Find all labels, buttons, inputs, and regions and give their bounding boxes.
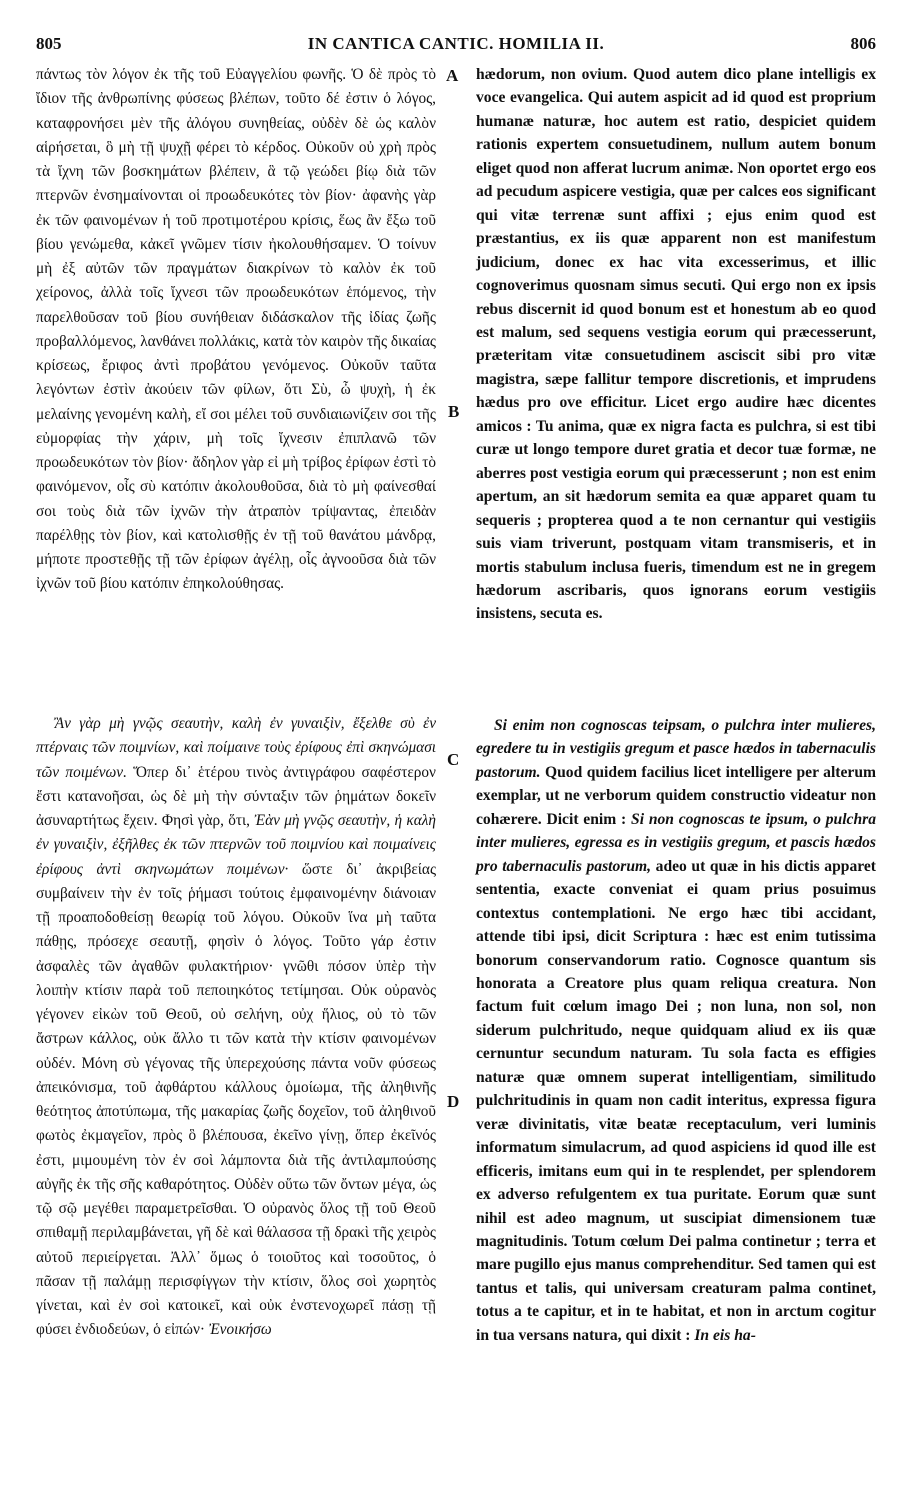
latin-paragraph-1: hædorum, non ovium. Quod autem dico plane intelligis ex voce evangelica. Qui autem aspicit ad id quod est proprium humanæ naturæ, hoc autem est ratio, despiciet quidem rationis expertem consuetudinem, nullum autem bonum eliget quod non afferat lucrum animæ. Non oportet ergo eos ad pecudum aspicere vestigia, quæ per calces eos significant qui vitæ terrenæ sunt affixi ; ejus enim quod est præstantius, ex iis quæ apparent non est manifestum judicium, donec ex hac vita excesserimus, et illic cognoverimus quosnam simus secuti. Qui ergo non ex ipsis rebus discernit id quod bonum est et honestum ab eo quod est malum, sed sequens vestigia eorum qui præcesserunt, præteritam vitæ consuetudinem asciscit sibi pro vitæ magistra, sæpe fallitur tempore discretionis, et imprudens hædus pro ove efficitur. Licet ergo audire hæc dicentes amicos : Tu anima, quæ ex nigra facta es pulchra, si est tibi curæ ut longo tempore duret gratia et decor tuæ formæ, ne aberres post vestigia eorum qui præcesserunt ; non est enim apertum, an sit hædorum semita ea quæ apparet quam tu sequeris ; propterea quod a te non cernantur qui vestigiis suis viam triverunt, postquam vitam transmiseris, et in mortis stabulum inclusa fueris, timendum est ne in gregem hædorum ascribaris, quos ignorans eorum vestigiis insistens, secuta es. bbox=[476, 66, 876, 623]
greek-column-bottom bbox=[36, 712, 436, 1343]
greek-paragraph-2 bbox=[36, 712, 436, 1343]
page-number-right: 806 bbox=[850, 34, 876, 53]
running-header bbox=[36, 34, 876, 58]
margin-letter-c: C bbox=[447, 750, 460, 769]
greek-closing-quote: Ἐνοικήσω bbox=[208, 1321, 272, 1339]
latin-variant-quote: Si non cognoscas te ipsum, o pulchra inter mulieres, egressa es in vestigiis gregum, et pascis hædos pro tabernaculis pastorum, bbox=[476, 810, 876, 875]
latin-commentary-a: Quod quidem facilius licet intelligere per alterum exemplar, ut ne verborum quidem constructio videatur non cohærere. Dicit enim : bbox=[476, 763, 876, 828]
greek-commentary-b: ὥστε δι᾽ ἀκριβείας συμβαίνειν τὴν ἐν τοῖς ῥήμασι τούτοις ἐμφαινομένην διάνοιαν τῇ προαποδοθείσῃ θεωρίᾳ τοῦ λόγου. Οὐκοῦν ἵνα μὴ ταῦτα πάθῃς, πρόσεχε σεαυτῇ, φησὶν ὁ λόγος. Τοῦτο γάρ ἐστιν ἀσφαλὲς τῶν ἀγαθῶν φυλακτήριον· γνῶθι πόσον ὑπὲρ τὴν λοιπὴν κτίσιν παρὰ τοῦ πεποιηκότος τετίμησαι. Οὐκ οὐρανὸς γέγονεν εἰκὼν τοῦ Θεοῦ, οὐ σελήνη, οὐχ ἥλιος, οὐ τὸ τῶν ἄστρων κάλλος, οὐκ ἄλλο τι τῶν κατὰ τὴν κτίσιν φαινομένων οὐδέν. Μόνη σὺ γέγονας τῆς ὑπερεχούσης πάντα νοῦν φύσεως ἀπεικόνισμα, τοῦ ἀφθάρτου κάλλους ὁμοίωμα, τῆς ἀληθινῆς θεότητος ἀποτύπωμα, τῆς μακαρίας ζωῆς δοχεῖον, τοῦ ἀληθινοῦ φωτὸς ἐκμαγεῖον, πρὸς ὃ βλέπουσα, ἐκεῖνο γίνῃ, ὅπερ ἐκεῖνός ἐστι, μιμουμένη τὸν ἐν σοὶ λάμποντα διὰ τῆς ἀντιλαμπούσης αὐγῆς ἐκ τῆς σῆς καθαρότητος. Οὐδὲν οὕτω τῶν ὄντων μέγα, ὡς τῷ σῷ μεγέθει παραμετρεῖσθαι. Ὁ οὐρανὸς ὅλος τῇ τοῦ Θεοῦ σπιθαμῇ περιλαμβάνεται, γῆ δὲ καὶ θάλασσα τῇ δρακὶ τῆς χειρὸς αὐτοῦ περιείργεται. Ἀλλ᾽ ὅμως ὁ τοιοῦτος καὶ τοσοῦτος, ὁ πᾶσαν τῇ παλάμῃ περισφίγγων τὴν κτίσιν, ὅλος σοὶ χωρητὸς γίνεται, καὶ ἐν σοὶ κατοικεῖ, καὶ οὐκ ἐνστενοχωρεῖ πάσῃ τῇ φύσει ἐνδιοδεύων, ὁ εἰπών· bbox=[36, 860, 436, 1339]
latin-column-top bbox=[476, 63, 876, 626]
latin-closing-quote: In eis ha- bbox=[694, 1326, 756, 1344]
latin-scripture-quote: Si enim non cognoscas teipsam, o pulchra inter mulieres, egredere tu in vestigiis gregum et pasce hædos in tabernaculis pastorum. bbox=[476, 717, 876, 781]
latin-column-bottom bbox=[476, 714, 876, 1347]
margin-letter-b: B bbox=[448, 402, 460, 421]
page-number-left: 805 bbox=[36, 34, 62, 53]
latin-paragraph-2 bbox=[476, 714, 876, 1347]
greek-scripture-quote: Ἂν γὰρ μὴ γνῷς σεαυτὴν, καλὴ ἐν γυναιξὶν, ἔξελθε σὺ ἐν πτέρναις τῶν ποιμνίων, καὶ ποίμαινε τοὺς ἐρίφους ἐπὶ σκηνώμασι τῶν ποιμένων. bbox=[36, 715, 436, 781]
greek-column-top bbox=[36, 63, 436, 597]
margin-letter-a: A bbox=[446, 66, 459, 85]
latin-commentary-b: adeo ut quæ in his dictis apparet sententia, exacte conveniat ei quam prius posuimus contextus contemplationi. Ne ergo hæc tibi accidant, attende tibi ipsi, dicit Scriptura : hæc est enim tutissima bonorum conservandorum ratio. Cognosce quantum sis honorata a Creatore plus quam reliqua creatura. Non factum fuit cœlum imago Dei ; non luna, non sol, non siderum pulchritudo, neque quidquam aliud ex iis quæ cernuntur secundum naturam. Tu sola facta es effigies naturæ quæ omnem superat intelligentiam, similitudo pulchritudinis in quam non cadit interitus, expressa figura veræ divinitatis, vitæ beatæ receptaculum, veri luminis informatum simulacrum, ad quod aspiciens id quod ille est efficeris, imitans eum qui in te resplendet, per splendorem ex adverso refulgentem ex tua puritate. Eorum quæ sunt nihil est adeo magnum, ut suscipiat dimensionem tuæ magnitudinis. Totum cœlum Dei palma continetur ; terra et mare pugillo ejus manus comprehenditur. Sed tamen qui est tantus et talis, qui universam creaturam palma continet, totus a te capitur, et in te habitat, et non in arctum cogitur in tua versans natura, qui dixit : bbox=[476, 857, 876, 1344]
greek-paragraph-1: πάντως τὸν λόγον ἐκ τῆς τοῦ Εὐαγγελίου φωνῆς. Ὁ δὲ πρὸς τὸ ἴδιον τῆς ἀνθρωπίνης φύσεως βλέπων, τοῦτο δέ ἐστιν ὁ λόγος, καταφρονήσει μὲν τῆς ἀλόγου συνηθείας, οὐδὲν δὲ ὡς καλὸν αἱρήσεται, ὃ μὴ τῇ ψυχῇ φέρει τὸ κέρδος. Οὐκοῦν οὐ χρὴ πρὸς τὰ ἴχνη τῶν βοσκημάτων βλέπειν, ἃ τῷ γεώδει βίῳ διὰ τῶν πτερνῶν ἐνσημαίνονται οἱ προωδευκότες τὸν βίον· ἀφανὴς γὰρ ἐκ τῶν φαινομένων ἡ τοῦ προτιμοτέρου κρίσις, ἕως ἂν ἔξω τοῦ βίου γενώμεθα, κἀκεῖ γνῶμεν τίσιν ἠκολουθήσαμεν. Ὁ τοίνυν μὴ ἐξ αὐτῶν τῶν πραγμάτων διακρίνων τὸ καλὸν ἐκ τοῦ χείρονος, ἀλλὰ τοῖς ἴχνεσι τῶν προωδευκότων ἑπόμενος, τὴν παρελθοῦσαν τοῦ βίου συνήθειαν διδάσκαλον τῆς ἰδίας ζωῆς προβαλλόμενος, λανθάνει πολλάκις, κατὰ τὸν καιρὸν τῆς δικαίας κρίσεως, ἔριφος ἀντὶ προβάτου γενόμενος. Οὐκοῦν ταῦτα λεγόντων ἐστὶν ἀκούειν τῶν φίλων, ὅτι Σὺ, ὦ ψυχὴ, ἡ ἐκ μελαίνης γενομένη καλὴ, εἴ σοι μέλει τοῦ συνδιαιωνίζειν σοι τῆς εὐμορφίας τὴν χάριν, μὴ τοῖς ἴχνεσιν ἐπιπλανῶ τῶν προωδευκότων τὸν βίον· ἄδηλον γὰρ εἰ μὴ τρίβος ἐρίφων ἐστὶ τὸ φαινόμενον, οἷς σὺ κατόπιν ἀκολουθοῦσα, διὰ τὸ μὴ φαίνεσθαί σοι τοὺς διὰ τῶν ἰχνῶν τὴν ἀτραπὸν τρίψαντας, ἐπειδὰν παρέλθῃς τὸν βίον, καὶ κατολισθῇς ἐν τῇ τοῦ θανάτου μάνδρᾳ, μήποτε προστεθῇς τῇ τῶν ἐρίφων ἀγέλῃ, οἷς ἀγνοοῦσα διὰ τῶν ἰχνῶν τοῦ βίου κατόπιν ἐπηκολούθησας. bbox=[36, 66, 436, 593]
greek-commentary-a: Ὅπερ δι᾽ ἑτέρου τινὸς ἀντιγράφου σαφέστερον ἔστι κατανοῆσαι, ὡς δὲ μὴ τὴν σύνταξιν τῶν ῥημάτων δοκεῖν ἀσυναρτήτως ἔχειν. Φησὶ γὰρ, ὅτι, bbox=[36, 763, 436, 829]
greek-variant-quote: Ἐὰν μὴ γνῷς σεαυτὴν, ἡ καλὴ ἐν γυναιξὶν, ἐξῆλθες ἐκ τῶν πτερνῶν τοῦ ποιμνίου καὶ ποιμαίνεις ἐρίφους ἀντὶ σκηνωμάτων ποιμένων· bbox=[36, 812, 436, 878]
running-title: IN CANTICA CANTIC. HOMILIA II. bbox=[307, 34, 605, 53]
margin-letter-d: D bbox=[447, 1092, 460, 1111]
